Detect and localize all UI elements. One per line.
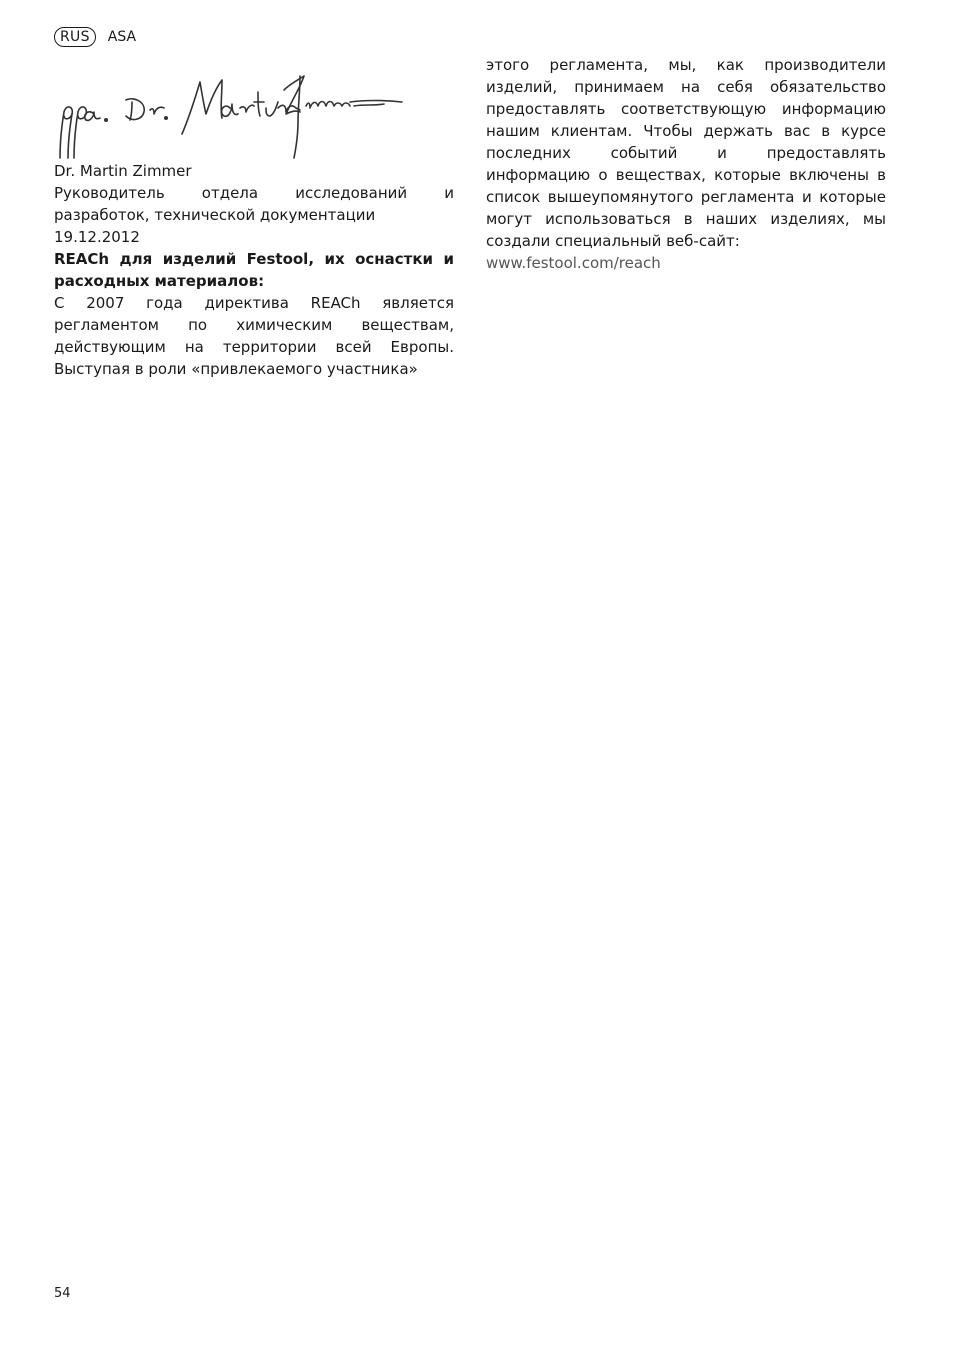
signer-position: Руководитель отдела исследований и разработок, технической документации — [54, 184, 454, 224]
language-badge: RUS — [54, 27, 96, 47]
body-paragraph-left: С 2007 года директива REACh является регламентом по химическим веществам, действующим на территории всей Европы. Выступая в роли «привлекаемого участника» — [54, 294, 454, 378]
page-header — [54, 26, 136, 48]
signature-date: 19.12.2012 — [54, 228, 140, 246]
website-link[interactable]: www.festool.com/reach — [486, 254, 661, 272]
section-code: ASA — [107, 29, 137, 45]
page-number: 54 — [54, 1286, 71, 1301]
left-column — [54, 160, 454, 380]
section-heading: REACh для изделий Festool, их оснастки и расходных материалов: — [54, 250, 454, 290]
right-column — [486, 54, 886, 274]
signer-name: Dr. Martin Zimmer — [54, 162, 192, 180]
signature-image — [54, 62, 404, 162]
body-paragraph-right: этого регламента, мы, как производители изделий, принимаем на себя обязательство предоставлять соответствующую информацию нашим клиентам. Чтобы держать вас в курсе последних событий и предоставлять информацию о веществах, которые включены в список вышеупомянутого регламента и которые могут использоваться в наших изделиях, мы создали специальный веб-сайт: — [486, 56, 886, 250]
handwritten-signature — [54, 62, 404, 162]
